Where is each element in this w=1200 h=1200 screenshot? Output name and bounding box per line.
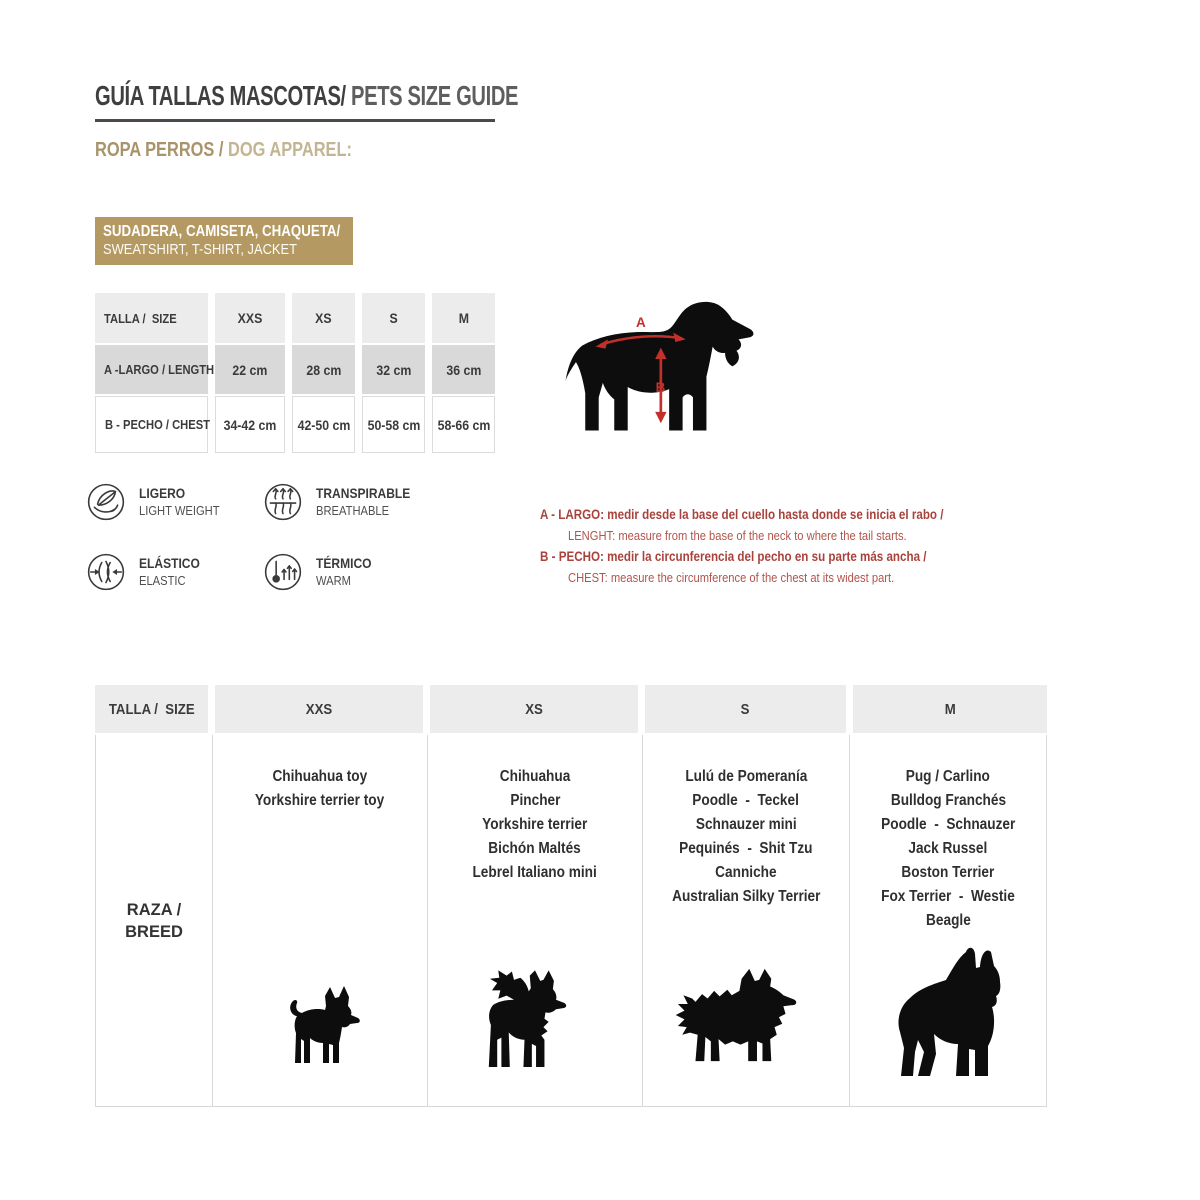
feather-hand-icon (86, 482, 126, 522)
feature-lightweight (86, 482, 233, 522)
elastic-arrows-icon (86, 552, 126, 592)
french-bulldog-silhouette (884, 946, 1012, 1086)
breed-name: Pequinés - Shit Tzu (679, 840, 813, 857)
breed-row-label-en: BREED (125, 922, 183, 941)
breed-cell-s (643, 735, 850, 1106)
breed-name: Australian Silky Terrier (671, 888, 821, 905)
breed-name: Poodle - Schnauzer (880, 816, 1016, 833)
breed-row-label-es: RAZA / (126, 900, 182, 919)
garment-line-en: SWEATSHIRT, T-SHIRT, JACKET (103, 241, 298, 258)
breed-row-label-cell (96, 735, 213, 1106)
diagram-label-b: B (655, 380, 666, 396)
breed-name: Pug / Carlino (905, 768, 991, 785)
chest-row-label: B - PECHO / CHEST (95, 396, 208, 453)
diagram-label-a: A (636, 314, 646, 330)
note-a-english: LENGHT: measure from the base of the neck to where the tail starts. (568, 528, 907, 543)
breed-name: Lebrel Italiano mini (472, 864, 598, 881)
feature-name-en: WARM (316, 573, 351, 588)
breed-name: Boston Terrier (901, 864, 995, 881)
note-b-spanish: B - PECHO: medir la circunferencia del pecho en su parte más ancha / (540, 549, 927, 564)
title-english: PETS SIZE GUIDE (345, 80, 519, 111)
note-a-spanish: A - LARGO: medir desde la base del cuello hasta donde se inicia el rabo / (540, 507, 944, 522)
breed-header-xxs: XXS (215, 685, 423, 733)
length-s: 32 cm (362, 345, 425, 394)
breed-name: Chihuahua toy (272, 768, 368, 785)
thermometer-icon (263, 552, 303, 592)
labrador-silhouette (566, 302, 754, 431)
title-spanish: GUÍA TALLAS MASCOTAS/ (95, 80, 346, 111)
feature-name-es: TÉRMICO (316, 555, 372, 571)
chest-xxs: 34-42 cm (215, 396, 285, 453)
feature-name-es: TRANSPIRABLE (316, 485, 411, 501)
section-subtitle (95, 139, 408, 162)
breed-name: Chihuahua (499, 768, 571, 785)
size-table-header-s: S (362, 293, 425, 343)
subtitle-spanish: ROPA PERROS / (95, 139, 224, 161)
breed-header-s: S (645, 685, 846, 733)
length-m: 36 cm (432, 345, 495, 394)
breed-name: Canniche (715, 864, 777, 881)
breed-name: Bichón Maltés (488, 840, 582, 857)
breed-cell-m (850, 735, 1046, 1106)
breed-name: Yorkshire terrier toy (255, 792, 385, 809)
breed-header-xs: XS (430, 685, 638, 733)
feature-elastic (86, 552, 210, 592)
breathable-icon (263, 482, 303, 522)
note-b-english: CHEST: measure the circumference of the chest at its widest part. (568, 570, 895, 585)
breed-name: Bulldog Franchés (890, 792, 1006, 809)
breed-table-body (95, 735, 1047, 1107)
size-table-header-m: M (432, 293, 495, 343)
feature-name-es: LIGERO (139, 485, 186, 501)
size-table-header-label: TALLA / SIZE (95, 293, 208, 343)
pomeranian-silhouette (674, 960, 819, 1070)
length-row-label: A -LARGO / LENGTH (95, 345, 208, 394)
chest-s: 50-58 cm (362, 396, 425, 453)
size-table-header-xxs: XXS (215, 293, 285, 343)
feature-name-en: BREATHABLE (316, 503, 390, 518)
chest-arrowhead-bottom (655, 412, 666, 423)
breed-name: Jack Russel (908, 840, 988, 857)
page-title (95, 80, 519, 122)
measuring-notes (540, 504, 990, 588)
breed-header-m: M (853, 685, 1047, 733)
length-xs: 28 cm (292, 345, 355, 394)
breed-header-label: TALLA / SIZE (95, 685, 208, 733)
feature-name-es: ELÁSTICO (139, 555, 200, 571)
breed-name: Pincher (509, 792, 561, 809)
breed-table-header (95, 685, 1047, 733)
size-table (95, 293, 495, 453)
breed-cell-xxs (213, 735, 428, 1106)
breed-name: Lulú de Pomeranía (684, 768, 808, 785)
subtitle-english: DOG APPAREL: (223, 139, 352, 161)
feature-name-en: LIGHT WEIGHT (139, 503, 220, 518)
breed-name: Schnauzer mini (695, 816, 797, 833)
breed-name: Beagle (925, 912, 971, 929)
breed-cell-xs (428, 735, 643, 1106)
garment-category-box (95, 217, 353, 265)
feature-warm (263, 552, 381, 592)
garment-line-es: SUDADERA, CAMISETA, CHAQUETA/ (103, 223, 341, 240)
dog-measurement-diagram (550, 300, 780, 445)
chihuahua-silhouette (280, 986, 360, 1078)
longhair-chihuahua-silhouette (483, 970, 588, 1080)
breed-name: Yorkshire terrier (482, 816, 588, 833)
breed-name: Fox Terrier - Westie (881, 888, 1015, 905)
feature-name-en: ELASTIC (139, 573, 186, 588)
size-table-header-xs: XS (292, 293, 355, 343)
chest-m: 58-66 cm (432, 396, 495, 453)
breed-name: Poodle - Teckel (692, 792, 800, 809)
feature-breathable (263, 482, 426, 522)
chest-xs: 42-50 cm (292, 396, 355, 453)
length-xxs: 22 cm (215, 345, 285, 394)
